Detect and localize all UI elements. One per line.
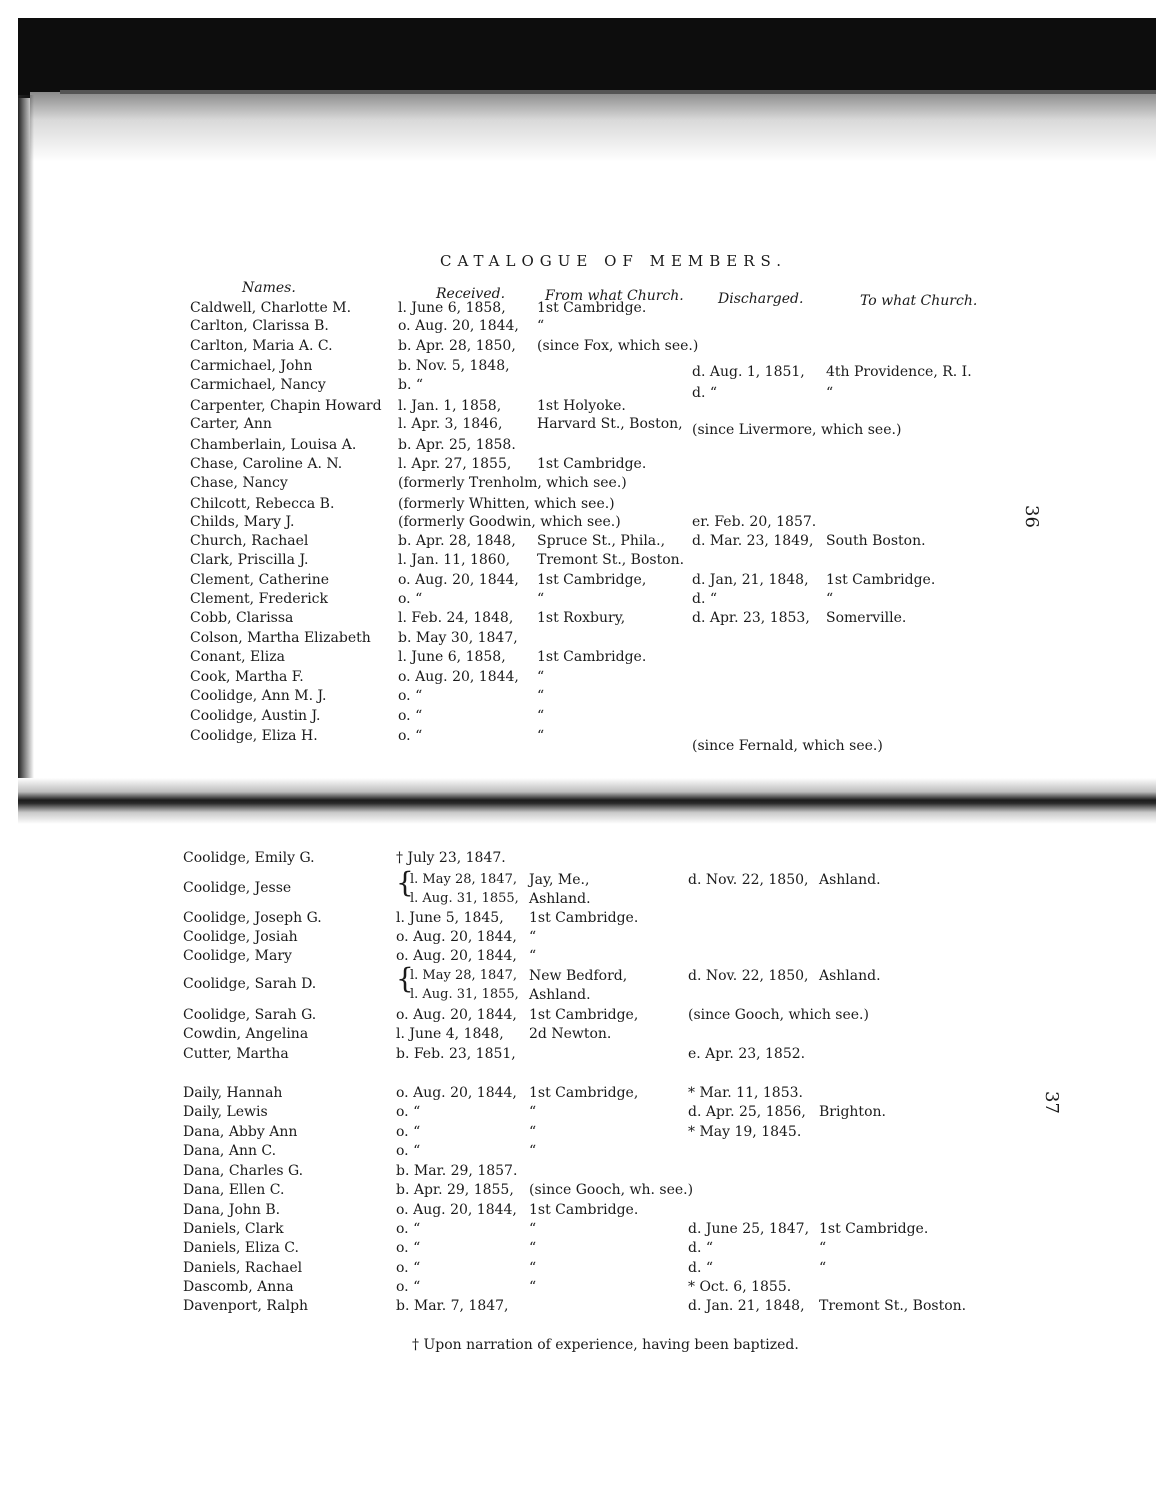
received-date: o. Aug. 20, 1844, [398, 669, 519, 685]
received-date: o. Aug. 20, 1844, [396, 948, 517, 964]
member-name: Cook, Martha F. [190, 669, 304, 685]
received-date: b. Apr. 25, 1858. [398, 437, 516, 453]
discharged-date: (since Gooch, which see.) [688, 1007, 869, 1023]
member-name: Coolidge, Austin J. [190, 708, 321, 724]
member-name: Chilcott, Rebecca B. [190, 496, 335, 512]
to-church: Ashland. [819, 968, 881, 984]
discharged-date: * Mar. 11, 1853. [688, 1085, 803, 1101]
received-date: o. Aug. 20, 1844, [396, 929, 517, 945]
table-row [0, 948, 1156, 968]
received-date: (formerly Whitten, which see.) [398, 496, 615, 512]
to-church: 1st Cambridge. [819, 1221, 929, 1237]
received-date: o. Aug. 20, 1844, [396, 1085, 517, 1101]
received-date: l. May 28, 1847, [410, 968, 517, 983]
member-name: Dana, Charles G. [183, 1163, 304, 1179]
discharged-date: d. Mar. 23, 1849, [692, 533, 814, 549]
scan-shadow-top [30, 92, 1156, 162]
member-name: Daniels, Clark [183, 1221, 284, 1237]
discharged-date: d. “ [692, 591, 718, 607]
table-row [0, 1143, 1156, 1163]
table-row [0, 552, 1156, 572]
received-date: b. Apr. 28, 1848, [398, 533, 516, 549]
from-church: 1st Roxbury, [537, 610, 626, 626]
table-row [0, 728, 1156, 754]
received-date: l. June 5, 1845, [396, 910, 504, 926]
table-row [0, 669, 1156, 689]
from-church: “ [529, 1124, 537, 1140]
from-church: 1st Cambridge. [537, 456, 647, 472]
table-row [0, 1007, 1156, 1027]
received-date: l. May 28, 1847, [410, 872, 517, 887]
table-row [0, 416, 1156, 436]
received-date: o. “ [398, 591, 423, 607]
table-row [0, 910, 1156, 930]
member-name: Dana, Ellen C. [183, 1182, 285, 1198]
received-date: o. Aug. 20, 1844, [398, 318, 519, 334]
member-name: Davenport, Ralph [183, 1298, 309, 1314]
table-row [0, 437, 1156, 457]
member-name: Childs, Mary J. [190, 514, 295, 530]
discharged-date: * Oct. 6, 1855. [688, 1279, 792, 1295]
member-name: Dana, Abby Ann [183, 1124, 298, 1140]
received-date: l. Apr. 3, 1846, [398, 416, 503, 432]
table-row [0, 630, 1156, 650]
table-row [0, 1298, 1156, 1318]
table-row [0, 377, 1156, 401]
discharged-date: e. Apr. 23, 1852. [688, 1046, 806, 1062]
table-row [0, 962, 1156, 1003]
from-church: Jay, Me., [529, 872, 590, 888]
table-row [0, 572, 1156, 592]
to-church: Somerville. [826, 610, 907, 626]
page-fold [18, 778, 1156, 824]
received-date: o. “ [396, 1104, 421, 1120]
to-church: “ [826, 591, 834, 607]
page-number-lower: 37 [1040, 1091, 1062, 1114]
member-name: Chase, Nancy [190, 475, 288, 491]
member-name: Clement, Frederick [190, 591, 329, 607]
table-row [0, 338, 1156, 358]
received-date: o. “ [396, 1240, 421, 1256]
received-date: l. Aug. 31, 1855, [410, 891, 519, 906]
discharged-date: d. Apr. 23, 1853, [692, 610, 810, 626]
member-name: Coolidge, Sarah G. [183, 1007, 317, 1023]
to-church: 1st Cambridge. [826, 572, 936, 588]
from-church: Ashland. [529, 891, 591, 907]
from-church: “ [529, 948, 537, 964]
received-date: o. “ [396, 1260, 421, 1276]
from-church: (since Fox, which see.) [537, 338, 699, 354]
received-date: o. Aug. 20, 1844, [398, 572, 519, 588]
table-row [0, 688, 1156, 708]
member-name: Carpenter, Chapin Howard [190, 398, 382, 414]
from-church: “ [529, 1240, 537, 1256]
from-church: Ashland. [529, 987, 591, 1003]
received-date: l. Aug. 31, 1855, [410, 987, 519, 1002]
table-row [0, 850, 1156, 870]
member-name: Coolidge, Jesse [183, 880, 292, 896]
member-name: Daily, Lewis [183, 1104, 268, 1120]
member-name: Dana, Ann C. [183, 1143, 277, 1159]
table-row [0, 1163, 1156, 1183]
header-to-church: To what Church. [860, 293, 978, 309]
member-name: Dascomb, Anna [183, 1279, 294, 1295]
table-row [0, 1046, 1156, 1066]
table-row [0, 708, 1156, 728]
discharged-date: d. June 25, 1847, [688, 1221, 810, 1237]
received-date: l. June 6, 1858, [398, 300, 506, 316]
member-name: Daniels, Eliza C. [183, 1240, 299, 1256]
from-church: “ [537, 688, 545, 704]
discharged-date: d. Apr. 25, 1856, [688, 1104, 806, 1120]
member-name: Carmichael, Nancy [190, 377, 326, 393]
from-church: 2d Newton. [529, 1026, 612, 1042]
received-date: b. Feb. 23, 1851, [396, 1046, 516, 1062]
received-date: o. Aug. 20, 1844, [396, 1202, 517, 1218]
table-row [0, 1221, 1156, 1241]
received-date: (formerly Trenholm, which see.) [398, 475, 627, 491]
from-church: “ [529, 1143, 537, 1159]
table-row [0, 610, 1156, 630]
member-name: Caldwell, Charlotte M. [190, 300, 352, 316]
discharged-date: (since Fernald, which see.) [692, 738, 883, 754]
discharged-date: d. “ [688, 1240, 714, 1256]
received-date: b. “ [398, 377, 424, 393]
table-row [0, 318, 1156, 338]
discharged-date: * May 19, 1845. [688, 1124, 802, 1140]
member-name: Coolidge, Joseph G. [183, 910, 322, 926]
header-discharged: Discharged. [718, 291, 804, 307]
discharged-date: d. Nov. 22, 1850, [688, 872, 809, 888]
table-row [0, 649, 1156, 669]
discharged-date: d. “ [688, 1260, 714, 1276]
discharged-date: d. Jan, 21, 1848, [692, 572, 809, 588]
to-church: “ [819, 1240, 827, 1256]
member-name: Coolidge, Emily G. [183, 850, 315, 866]
received-date: o. “ [396, 1143, 421, 1159]
member-name: Daily, Hannah [183, 1085, 283, 1101]
member-name: Daniels, Rachael [183, 1260, 303, 1276]
to-church: 4th Providence, R. I. [826, 364, 972, 380]
table-row [0, 1260, 1156, 1280]
discharged-date: d. Nov. 22, 1850, [688, 968, 809, 984]
table-row [0, 1124, 1156, 1144]
table-row [0, 1240, 1156, 1260]
discharged-date: d. Jan. 21, 1848, [688, 1298, 805, 1314]
discharged-date: d. Aug. 1, 1851, [692, 364, 805, 380]
member-name: Cutter, Martha [183, 1046, 289, 1062]
member-name: Carlton, Maria A. C. [190, 338, 333, 354]
table-row [0, 1104, 1156, 1124]
from-church: 1st Cambridge. [537, 649, 647, 665]
from-church: (since Gooch, wh. see.) [529, 1182, 694, 1198]
page-title: CATALOGUE OF MEMBERS. [440, 252, 788, 270]
from-church: “ [529, 1104, 537, 1120]
member-name: Coolidge, Eliza H. [190, 728, 318, 744]
member-name: Carmichael, John [190, 358, 313, 374]
received-date: l. June 6, 1858, [398, 649, 506, 665]
member-name: Coolidge, Josiah [183, 929, 298, 945]
from-church: 1st Cambridge, [537, 572, 647, 588]
table-row [0, 1279, 1156, 1299]
from-church: 1st Cambridge, [529, 1007, 639, 1023]
footnote: † Upon narration of experience, having been baptized. [412, 1337, 799, 1353]
from-church: “ [529, 929, 537, 945]
discharged-date: er. Feb. 20, 1857. [692, 514, 817, 530]
received-date: l. Apr. 27, 1855, [398, 456, 512, 472]
scan-dark-border-top [18, 18, 1156, 98]
table-row [0, 300, 1156, 320]
member-name: Chase, Caroline A. N. [190, 456, 343, 472]
member-name: Dana, John B. [183, 1202, 281, 1218]
received-date: o. “ [396, 1124, 421, 1140]
member-name: Church, Rachael [190, 533, 309, 549]
from-church: Tremont St., Boston. [537, 552, 685, 568]
table-row [0, 929, 1156, 949]
received-date: b. Apr. 28, 1850, [398, 338, 516, 354]
to-church: Ashland. [819, 872, 881, 888]
discharged-date: (since Livermore, which see.) [692, 422, 902, 438]
member-name: Colson, Martha Elizabeth [190, 630, 371, 646]
table-row [0, 456, 1156, 476]
from-church: “ [529, 1260, 537, 1276]
member-name: Clement, Catherine [190, 572, 330, 588]
table-row [0, 1202, 1156, 1222]
member-name: Coolidge, Mary [183, 948, 292, 964]
from-church: 1st Cambridge. [529, 910, 639, 926]
received-date: o. “ [396, 1221, 421, 1237]
from-church: “ [537, 318, 545, 334]
received-date: b. Mar. 7, 1847, [396, 1298, 509, 1314]
table-row [0, 866, 1156, 907]
header-received: Received. [436, 286, 506, 302]
from-church: 1st Cambridge, [529, 1085, 639, 1101]
from-church: Harvard St., Boston, [537, 416, 683, 432]
page-edge-top [60, 90, 1156, 94]
to-church: South Boston. [826, 533, 926, 549]
from-church: “ [529, 1279, 537, 1295]
table-row [0, 358, 1156, 378]
member-name: Coolidge, Ann M. J. [190, 688, 327, 704]
table-row [0, 1085, 1156, 1105]
table-row [0, 533, 1156, 553]
table-row [0, 514, 1156, 534]
from-church: “ [537, 669, 545, 685]
member-name: Conant, Eliza [190, 649, 285, 665]
from-church: New Bedford, [529, 968, 628, 984]
from-church: 1st Cambridge. [529, 1202, 639, 1218]
received-date: o. “ [396, 1279, 421, 1295]
member-name: Carter, Ann [190, 416, 272, 432]
received-date: † July 23, 1847. [396, 850, 506, 866]
to-church: “ [826, 385, 834, 401]
brace-mark: { [396, 962, 414, 995]
received-date: o. “ [398, 688, 423, 704]
from-church: 1st Cambridge. [537, 300, 647, 316]
member-name: Carlton, Clarissa B. [190, 318, 329, 334]
received-date: l. June 4, 1848, [396, 1026, 504, 1042]
table-row [0, 1026, 1156, 1046]
brace-mark: { [396, 866, 414, 899]
member-name: Coolidge, Sarah D. [183, 976, 317, 992]
received-date: b. Apr. 29, 1855, [396, 1182, 514, 1198]
table-row [0, 398, 1156, 418]
member-name: Chamberlain, Louisa A. [190, 437, 357, 453]
received-date: l. Feb. 24, 1848, [398, 610, 514, 626]
received-date: b. Nov. 5, 1848, [398, 358, 510, 374]
from-church: “ [529, 1221, 537, 1237]
from-church: “ [537, 728, 545, 744]
member-name: Cobb, Clarissa [190, 610, 294, 626]
table-row [0, 496, 1156, 516]
received-date: o. “ [398, 728, 423, 744]
header-from-church: From what Church. [545, 288, 684, 304]
received-date: l. Jan. 1, 1858, [398, 398, 502, 414]
discharged-date: d. “ [692, 385, 718, 401]
table-row [0, 591, 1156, 611]
from-church: “ [537, 591, 545, 607]
member-name: Cowdin, Angelina [183, 1026, 309, 1042]
to-church: Tremont St., Boston. [819, 1298, 967, 1314]
received-date: o. “ [398, 708, 423, 724]
from-church: “ [537, 708, 545, 724]
page-number-upper: 36 [1020, 505, 1042, 528]
table-row [0, 1182, 1156, 1202]
from-church: Spruce St., Phila., [537, 533, 666, 549]
to-church: “ [819, 1260, 827, 1276]
header-names: Names. [242, 280, 296, 296]
received-date: l. Jan. 11, 1860, [398, 552, 511, 568]
from-church: 1st Holyoke. [537, 398, 626, 414]
member-name: Clark, Priscilla J. [190, 552, 309, 568]
received-date: o. Aug. 20, 1844, [396, 1007, 517, 1023]
table-row [0, 475, 1156, 495]
received-date: (formerly Goodwin, which see.) [398, 514, 621, 530]
to-church: Brighton. [819, 1104, 886, 1120]
received-date: b. Mar. 29, 1857. [396, 1163, 518, 1179]
received-date: b. May 30, 1847, [398, 630, 518, 646]
